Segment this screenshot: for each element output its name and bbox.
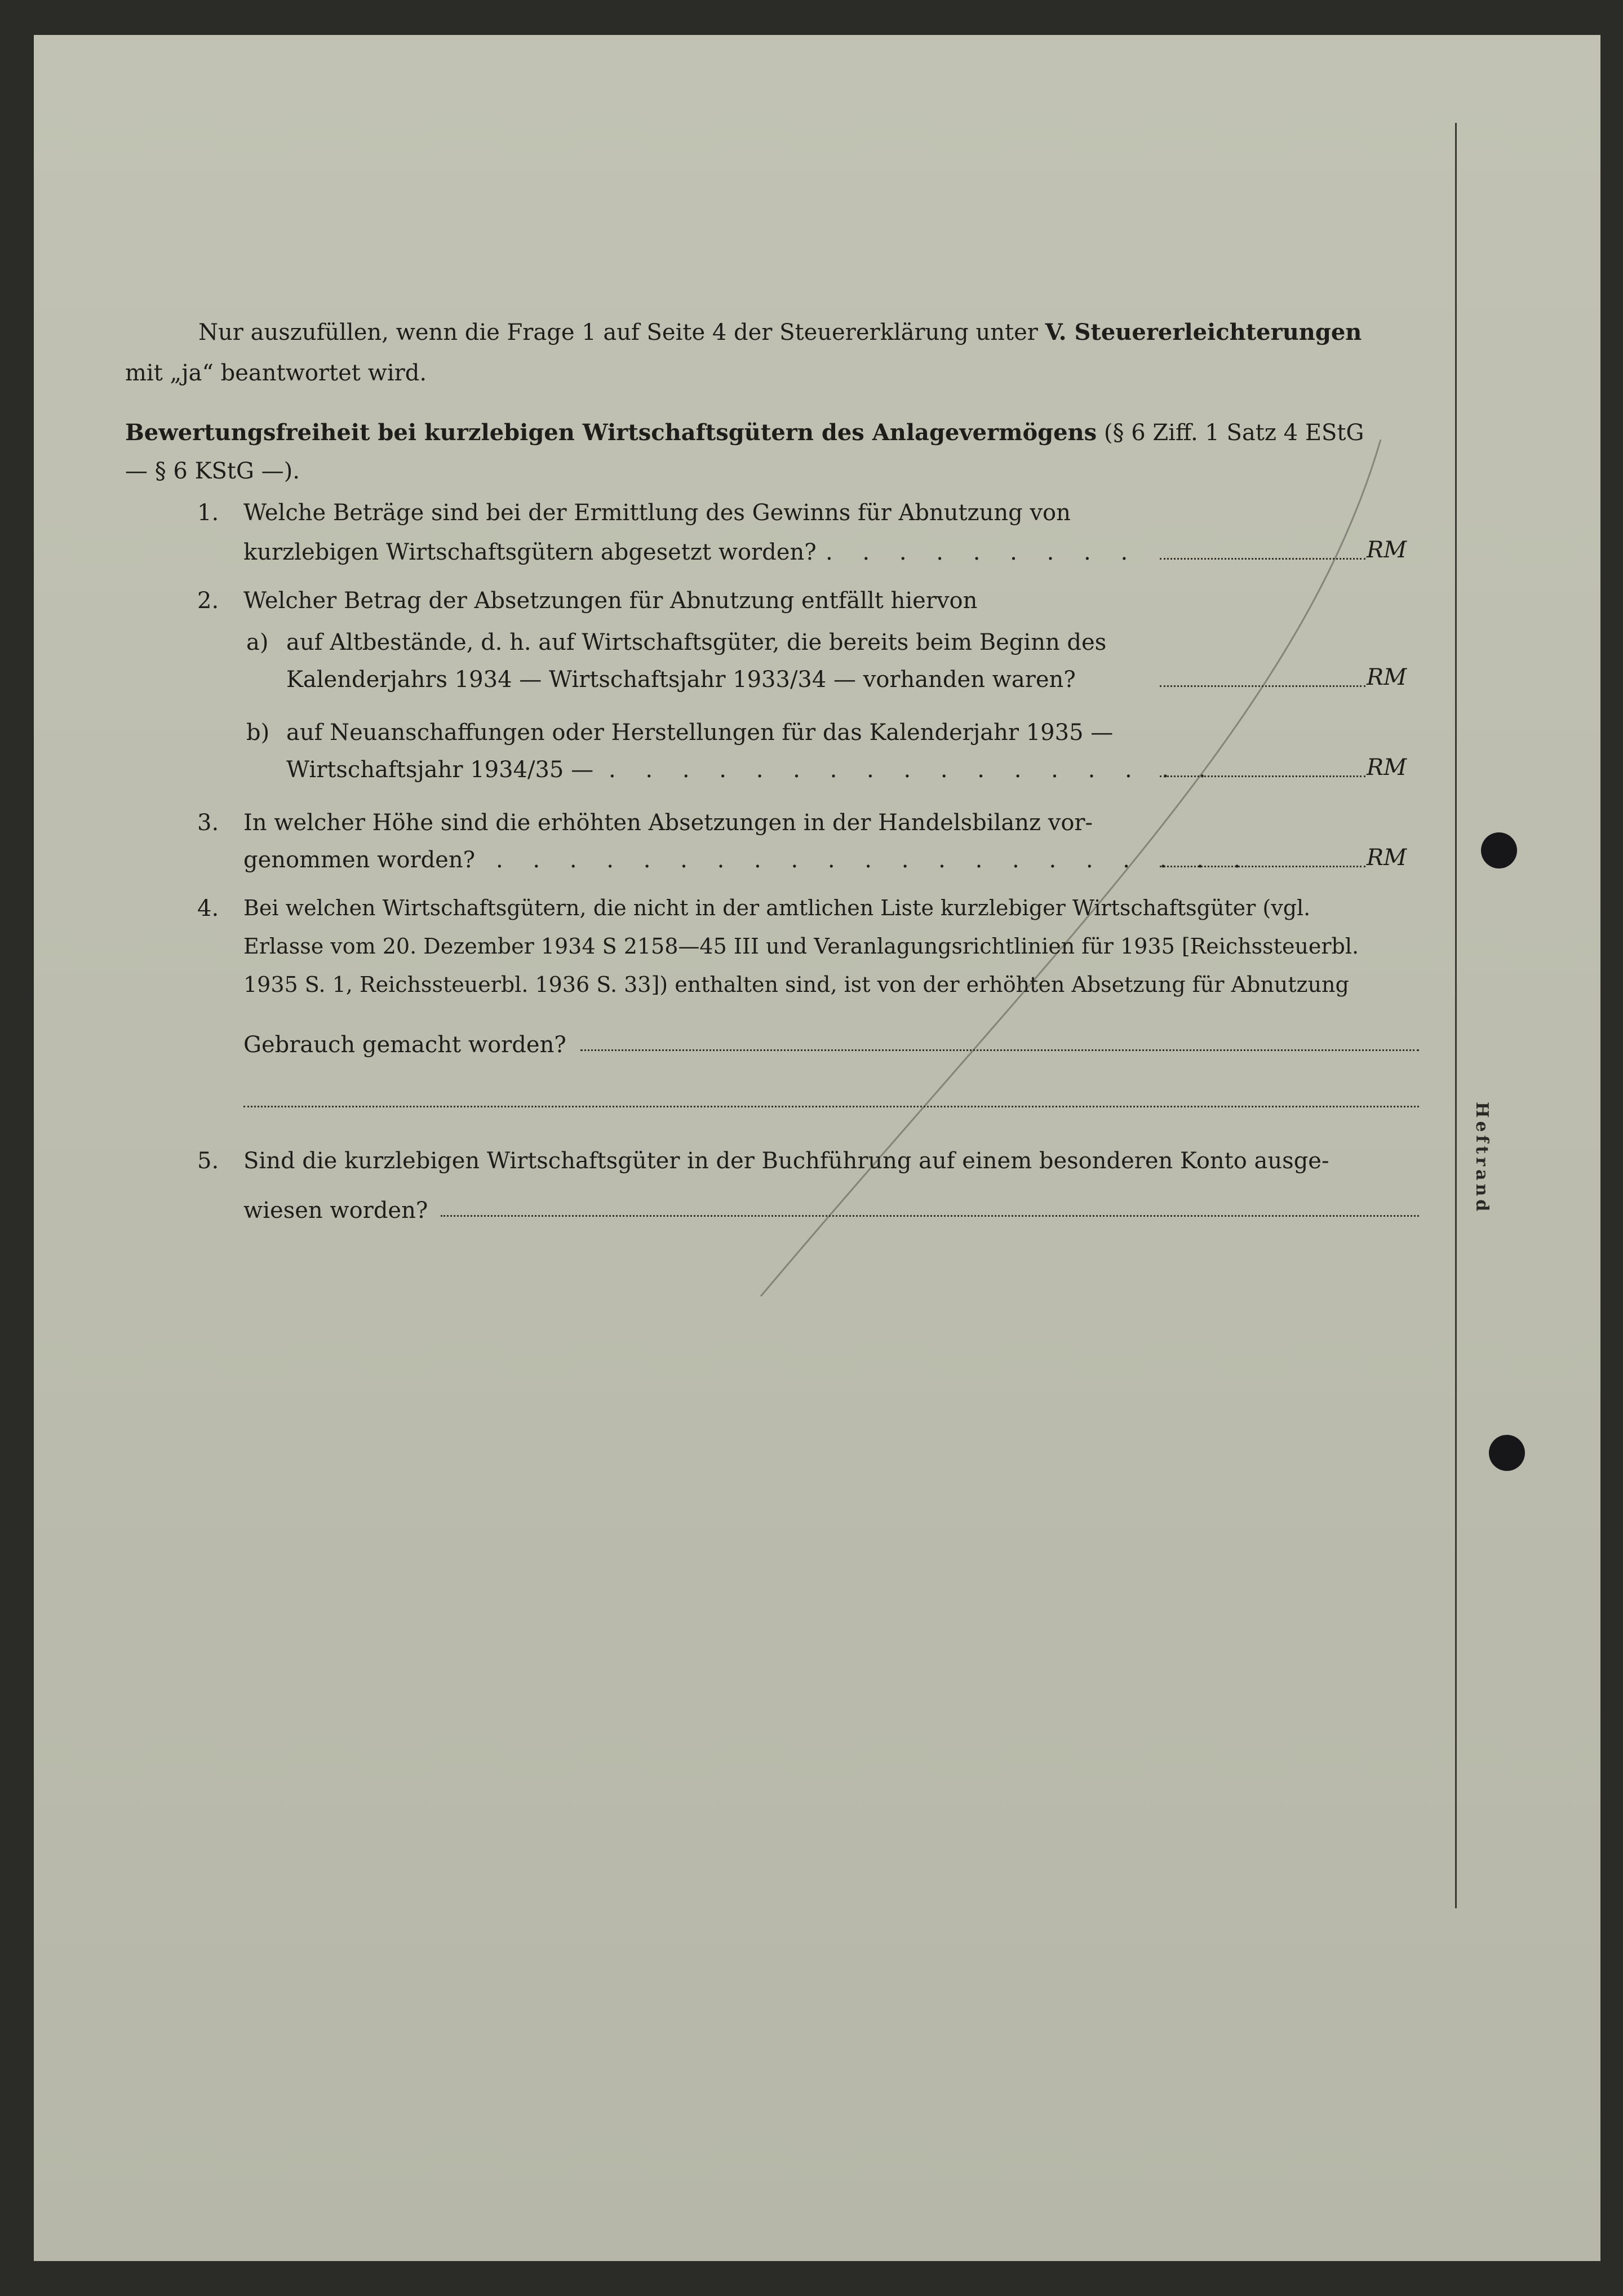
question-4-number: 4. — [197, 896, 219, 921]
currency-unit: RM — [1367, 537, 1407, 563]
leader-dots: . . . . . . . . . — [826, 539, 1139, 565]
question-2-line-1: Welcher Betrag der Absetzungen für Abnutzung entfällt hiervon — [243, 588, 978, 614]
section-heading-title: Bewertungsfreiheit bei kurzlebigen Wirtschaftsgütern des Anlagevermögens — [125, 419, 1097, 446]
question-2b-label: b) — [246, 720, 270, 746]
leader-dots: . . . . . . . . . . . . . . . . . . . . . — [496, 847, 1252, 873]
punch-hole-bottom — [1489, 1435, 1525, 1471]
question-2b-line-2: Wirtschaftsjahr 1934/35 — — [286, 757, 594, 783]
question-1-line-2: kurzlebigen Wirtschaftsgütern abgesetzt worden? — [243, 539, 817, 565]
question-3-line-1: In welcher Höhe sind die erhöhten Absetzungen in der Handelsbilanz vor- — [243, 810, 1093, 836]
intro-line-1 — [198, 321, 1362, 344]
section-heading-line-2: — § 6 KStG —). — [125, 458, 300, 484]
question-1-line-1: Welche Beträge sind bei der Ermittlung des Gewinns für Abnutzung von — [243, 500, 1071, 526]
question-4-line-3: 1935 S. 1, Reichssteuerbl. 1936 S. 33]) enthalten sind, ist von der erhöhten Absetzung für Abnutzung — [243, 972, 1349, 997]
answer-line-q2a[interactable] — [1160, 685, 1365, 687]
answer-line-q2b[interactable] — [1160, 775, 1365, 777]
section-heading-ref: (§ 6 Ziff. 1 Satz 4 EStG — [1103, 420, 1364, 446]
question-1-number: 1. — [197, 500, 219, 526]
binding-margin-label: Heftrand — [1472, 1102, 1492, 1215]
answer-line-q1[interactable] — [1160, 558, 1365, 560]
question-2a-line-1: auf Altbestände, d. h. auf Wirtschaftsgüter, die bereits beim Beginn des — [286, 630, 1107, 655]
question-2a-label: a) — [246, 630, 269, 655]
punch-hole-top — [1481, 832, 1517, 868]
answer-line-q4-2[interactable] — [243, 1106, 1419, 1107]
question-4-line-1: Bei welchen Wirtschaftsgütern, die nicht in der amtlichen Liste kurzlebiger Wirtschaftsgüter (vgl. — [243, 896, 1311, 920]
question-3-number: 3. — [197, 810, 219, 836]
question-2a-line-2: Kalenderjahrs 1934 — Wirtschaftsjahr 1933/34 — vorhanden waren? — [286, 667, 1076, 693]
question-4-line-4: Gebrauch gemacht worden? — [243, 1032, 566, 1058]
question-2-number: 2. — [197, 588, 219, 614]
question-4-line-2: Erlasse vom 20. Dezember 1934 S 2158—45 III und Veranlagungsrichtlinien für 1935 [Reichssteuerbl. — [243, 934, 1359, 959]
question-5-number: 5. — [197, 1148, 219, 1174]
currency-unit: RM — [1367, 755, 1407, 781]
section-heading — [125, 419, 1364, 446]
intro-highlight: V. Steuererleichterungen — [1045, 319, 1362, 345]
answer-line-q3[interactable] — [1160, 866, 1365, 867]
intro-line-2: mit „ja“ beantwortet wird. — [125, 360, 427, 386]
intro-text: Nur auszufüllen, wenn die Frage 1 auf Seite 4 der Steuererklärung unter — [198, 320, 1045, 345]
answer-line-q4-1[interactable] — [580, 1049, 1419, 1051]
question-5-line-1: Sind die kurzlebigen Wirtschaftsgüter in der Buchführung auf einem besonderen Konto ausge- — [243, 1148, 1329, 1174]
leader-dots: . . . . . . . . . . . . . . . . . — [609, 757, 1217, 783]
currency-unit: RM — [1367, 664, 1407, 690]
question-3-line-2: genommen worden? — [243, 847, 476, 873]
binding-margin-rule — [1455, 123, 1457, 1908]
currency-unit: RM — [1367, 845, 1407, 871]
answer-line-q5[interactable] — [441, 1215, 1419, 1217]
question-5-line-2: wiesen worden? — [243, 1198, 428, 1224]
question-2b-line-1: auf Neuanschaffungen oder Herstellungen für das Kalenderjahr 1935 — — [286, 720, 1114, 746]
